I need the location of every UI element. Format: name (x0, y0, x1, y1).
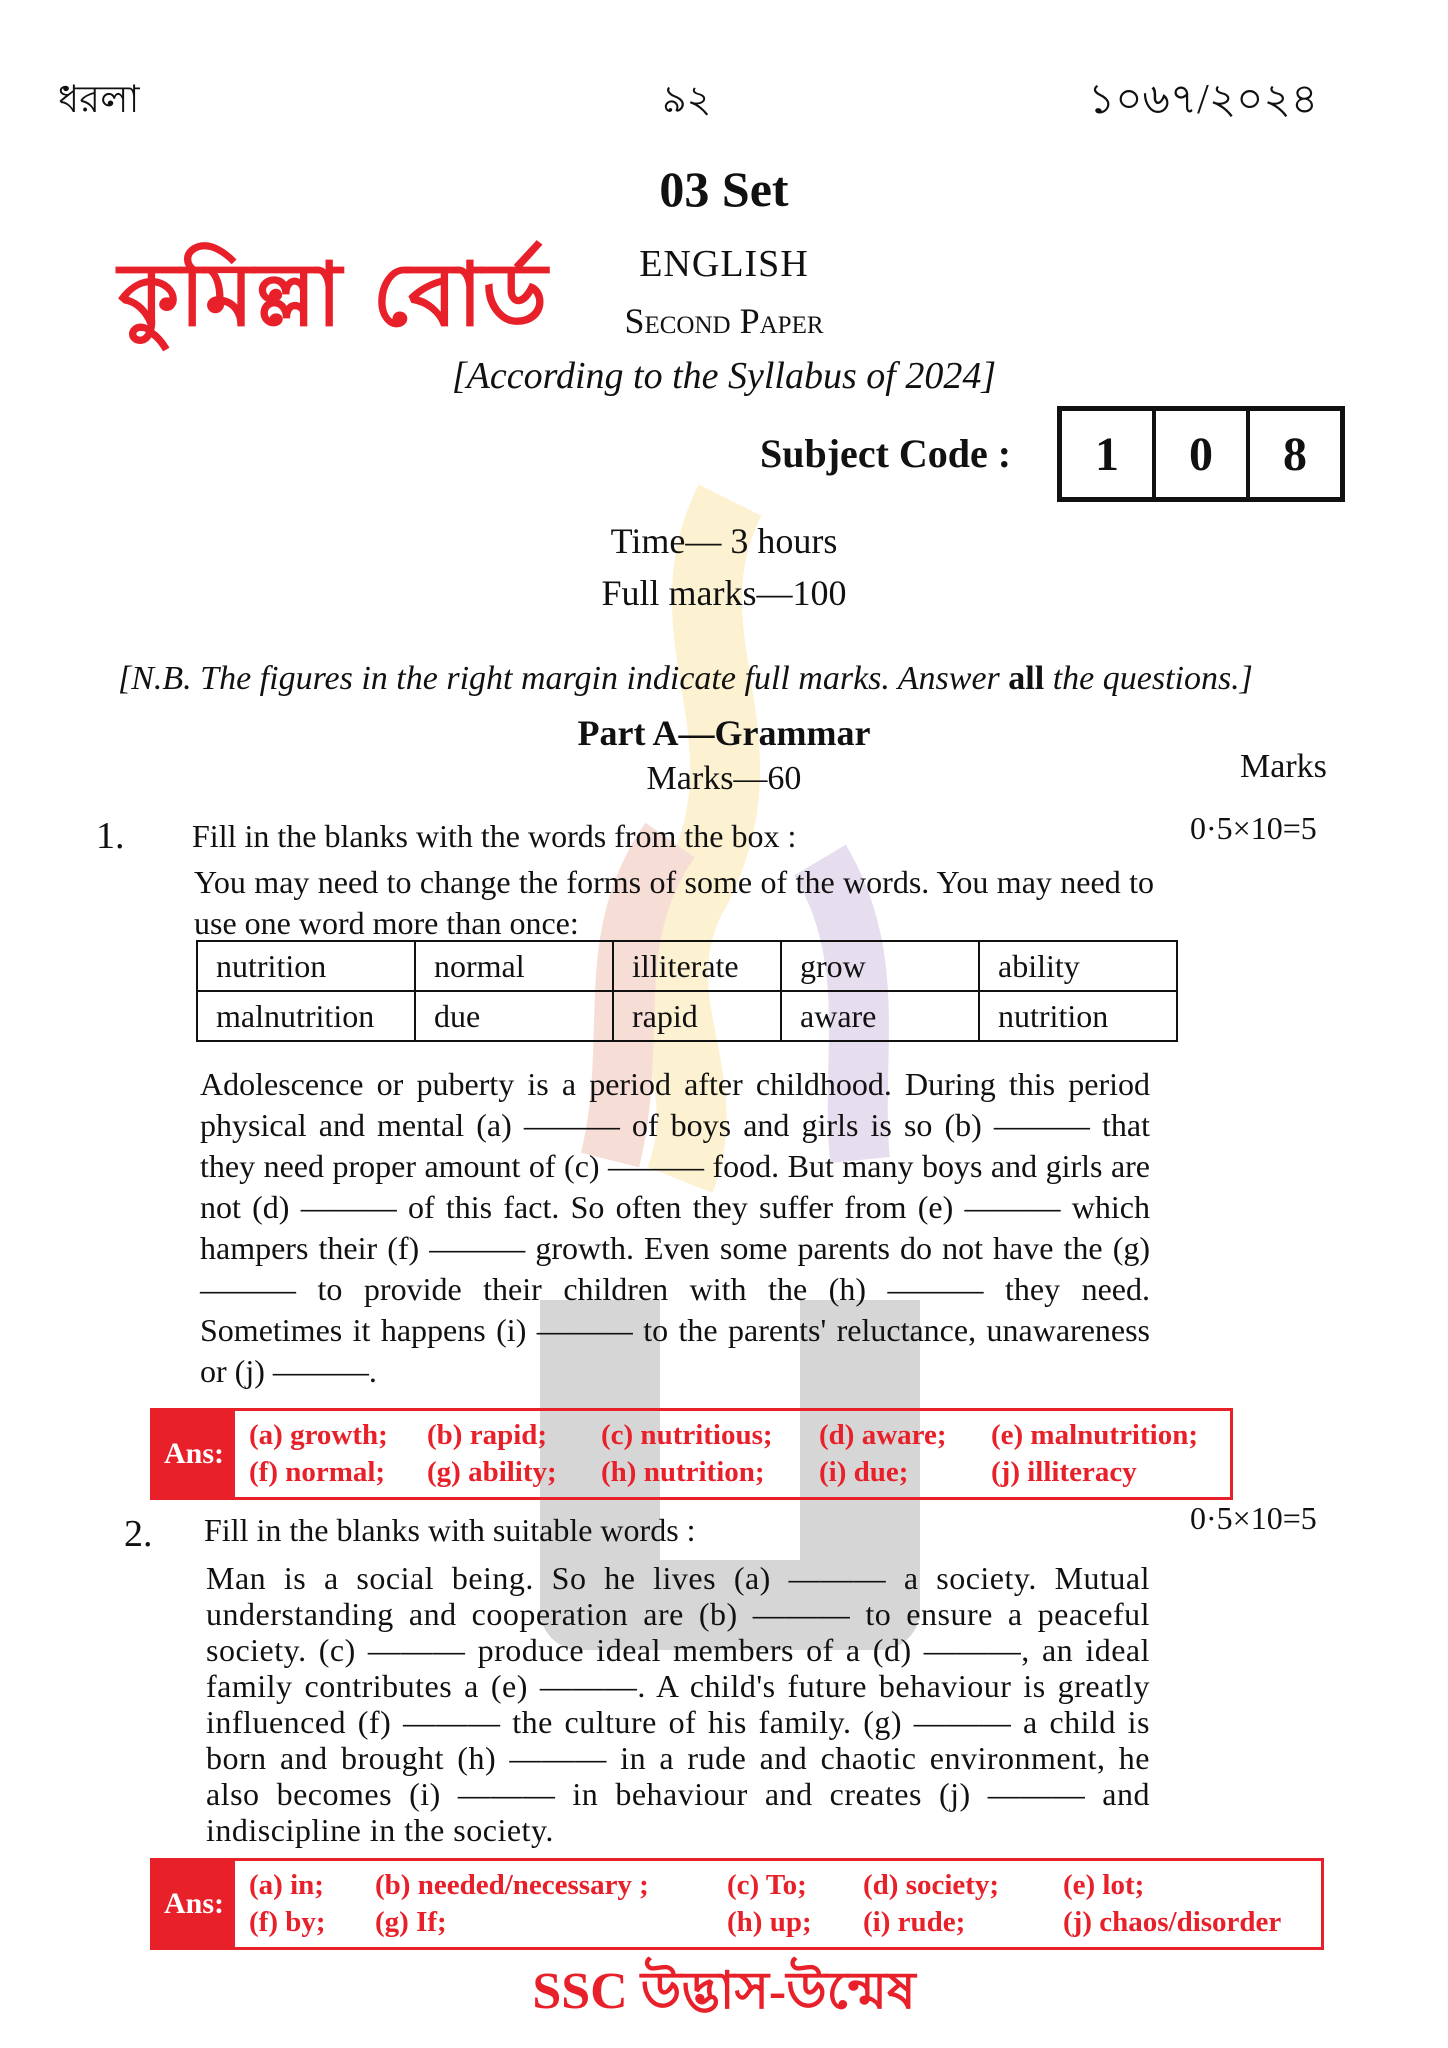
nb-text: [N.B. The figures in the right margin indicate full marks. Answer (118, 660, 1009, 697)
subject-code-digit: 1 (1062, 411, 1156, 497)
q2-passage: Man is a social being. So he lives (a) ——— a society. Mutual understanding and cooperation are (b) ——— to ensure a peaceful society. (c) ——— produce ideal members of a (d) ———, an ideal family contributes a (e) ———. A child's future behaviour is greatly influenced (f) ——— the culture of his family. (g) ——— a child is born and brought (h) ——— in a rude and chaotic environment, he also becomes (i) ——— in behaviour and creates (j) ——— and indiscipline in the society. (206, 1560, 1150, 1848)
answer-item: (h) up; (727, 1906, 812, 1938)
word-box-cell: malnutrition (197, 991, 415, 1041)
answer-item: (d) society; (863, 1869, 1000, 1901)
answer-item: (a) in; (249, 1869, 324, 1901)
q1-passage: Adolescence or puberty is a period after childhood. During this period physical and mental (a) ——— of boys and girls is so (b) ——— that they need proper amount of (c) ——— food. But many boys and girls are not (d) ——— of this fact. So often they suffer from (e) ——— which hampers their (f) ——— growth. Even some parents do not have the (g) ——— to provide their children with the (h) ——— they need. Sometimes it happens (i) ——— to the parents' reluctance, unawareness or (j) ———. (200, 1066, 1150, 1389)
word-box-row (197, 991, 1177, 1041)
subject-code-digit: 0 (1156, 411, 1250, 497)
q2-answers (235, 1861, 1303, 1947)
subject-code-boxes (1057, 406, 1345, 502)
q1-instruction: Fill in the blanks with the words from the box : (192, 818, 797, 854)
answer-item: (f) by; (249, 1906, 326, 1938)
word-box-cell: nutrition (197, 941, 415, 991)
subject-code-label: Subject Code : (760, 431, 1012, 476)
nb-text: the questions.] (1044, 660, 1253, 697)
word-box-cell: rapid (613, 991, 781, 1041)
paper-title: Second Paper (624, 301, 824, 341)
answer-item: (d) aware; (819, 1419, 947, 1451)
header-reference: ১০৬৭/২০২৪ (1088, 77, 1319, 123)
q1-number: 1. (96, 815, 125, 857)
word-box-cell: ability (979, 941, 1177, 991)
answer-item: (i) rude; (863, 1906, 966, 1938)
subject-title: ENGLISH (639, 243, 809, 285)
set-title: 03 Set (659, 161, 789, 217)
answer-item: (i) due; (819, 1456, 909, 1488)
answer-item: (e) malnutrition; (991, 1419, 1198, 1451)
answer-item: (f) normal; (249, 1456, 386, 1488)
q1-answers (235, 1411, 1221, 1497)
answer-item: (b) needed/necessary ; (375, 1869, 649, 1901)
syllabus-note: [According to the Syllabus of 2024] (451, 355, 997, 397)
footer-brand: SSC উদ্ভাস-উন্মেষ (532, 1963, 916, 2020)
answer-item: (g) ability; (427, 1456, 557, 1488)
q2-answer-box (150, 1858, 1324, 1950)
q1-answer-label: Ans: (153, 1411, 235, 1497)
word-box-cell: illiterate (613, 941, 781, 991)
word-box-cell: due (415, 991, 613, 1041)
word-box-cell: grow (781, 941, 979, 991)
q2-answer-label: Ans: (153, 1861, 235, 1947)
part-a-title: Part A—Grammar (577, 713, 871, 753)
answer-item: (c) nutritious; (601, 1419, 773, 1451)
answer-item: (j) illiteracy (991, 1456, 1137, 1488)
board-title: কুমিল্লা বোর্ড (118, 243, 548, 346)
word-box-row (197, 941, 1177, 991)
q2-number: 2. (124, 1513, 153, 1555)
answer-item: (c) To; (727, 1869, 807, 1901)
q2-marks: 0·5×10=5 (1190, 1500, 1317, 1536)
word-box (196, 940, 1178, 1042)
full-marks: Full marks—100 (601, 573, 847, 613)
word-box-cell: nutrition (979, 991, 1177, 1041)
answer-item: (h) nutrition; (601, 1456, 765, 1488)
word-box-cell: aware (781, 991, 979, 1041)
subject-code-digit: 8 (1283, 427, 1307, 481)
marks-column-heading: Marks (1240, 748, 1327, 785)
word-box-cell: normal (415, 941, 613, 991)
exam-time: Time— 3 hours (610, 521, 838, 561)
q1-marks: 0·5×10=5 (1190, 810, 1317, 846)
part-a-marks: Marks—60 (646, 760, 802, 797)
q1-note: You may need to change the forms of some of the words. You may need to use one word more than once: (194, 864, 1154, 941)
answer-item: (b) rapid; (427, 1419, 548, 1451)
answer-item: (g) If; (375, 1906, 447, 1938)
answer-item: (e) lot; (1063, 1869, 1145, 1901)
header-page-number: ৯২ (662, 79, 712, 121)
nb-note (118, 660, 1348, 698)
header-district: ধরলা (58, 79, 140, 121)
q1-answer-box (150, 1408, 1233, 1500)
q2-instruction: Fill in the blanks with suitable words : (204, 1512, 696, 1548)
nb-emphasis: all (1008, 660, 1045, 697)
answer-item: (a) growth; (249, 1419, 388, 1451)
answer-item: (j) chaos/disorder (1063, 1906, 1282, 1938)
